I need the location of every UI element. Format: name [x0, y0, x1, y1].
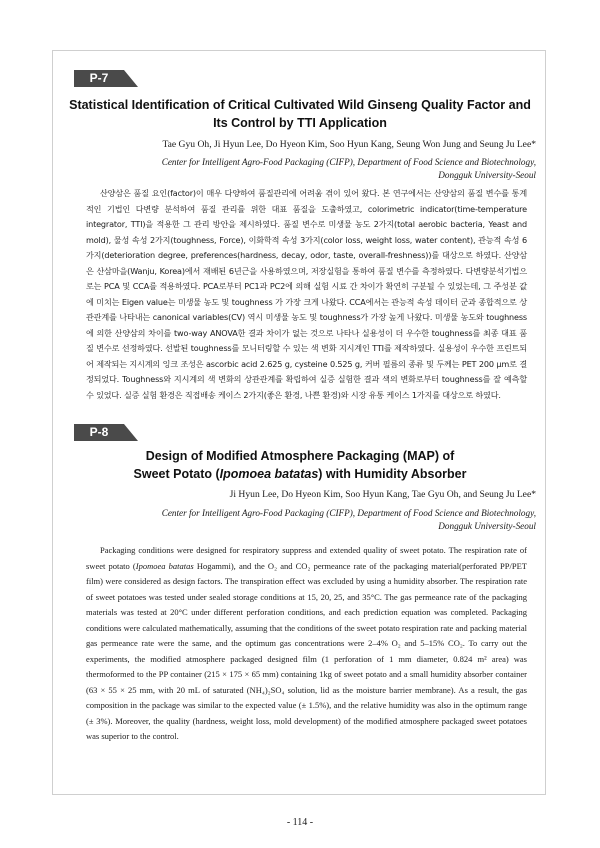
affiliation-line: Dongguk University-Seoul	[438, 521, 536, 531]
species-name: Ipomoea batatas	[219, 467, 319, 481]
title-text: ) with Humidity Absorber	[318, 467, 467, 481]
affiliation-p8	[162, 507, 536, 533]
abstract-body-p7: 산양삼은 품질 요인(factor)이 매우 다양하여 품질관리에 어려움 겪이 있어 왔다. 본 연구에서는 산양삼의 품질 변수를 통계적인 기법인 다변량 분석하여 품질 관리를 위한 대표 품질을 도출하였고, colorimetric indicator(time-temperature integrator, TTI)을 적용한 그 관리 방안을 제시하였다. 품질 변수로 미생물 농도 2가지(total aerobic bacteria, Yeast and mold), 물성 속성 2가지(toughness, Force), 이화학적 속성 3가지(color loss, weight loss, water content), 관능적 속성 6가지(deterioration degree, preferences(hardness, decay, odor, taste, overall-freshness))를 대상으로 하였다. 산양삼은 산삼마을(Wanju, Korea)에서 재배된 6년근을 사용하였으며, 저장실험을 통하여 품질 변수를 측정하였다. 다변량분석기법으로는 PCA 및 CCA를 적용하였다. PCA로부터 PC1과 PC2에 의해 실험 시료 간 차이가 확연히 구분될 수 있었는데, 그 주성분 값에 미치는 Eigen value는 미생물 농도 및 toughness 가 가장 크게 나왔다. CCA에서는 관능적 속성 데이터 군과 종합적으로 상관관계를 나타내는 canonical variables(CV) 역시 미생물 농도 및 toughness가 가장 높게 나왔다. 미생물 농도와 toughness에 의한 산양삼의 차이를 two-way ANOVA한 결과 차이가 없는 것으로 나타나 실용성이 더 우수한 toughness를 최종 대표 품질 변수로 선정하였다. 선발된 toughness를 모니터링할 수 있는 색 변화 지시계인 TTI를 제작하였다. 실용성이 우수한 프린트되어 제작되는 지시계의 잉크 조성은 ascorbic acid 2.625 g, cysteine 0.525 g, 커버 필름의 종류 및 두께는 PET 200 μm로 결정되었다. Toughness와 지시계의 색 변화의 상관관계를 확립하여 실증 실험한 결과 색의 변화로부터 toughness를 잘 예측할 수 있었다. 실증 실험 환경은 직접배송 케이스 2가지(좋은 환경, 나쁜 환경)와 시장 유통 케이스 1가지를 대상으로 하였다.	[86, 188, 527, 400]
species-name: Ipomoea batatas	[135, 560, 194, 571]
body-text: Packaging conditions were designed for respiratory suppress and extended quality of sweet potato. The respiration rate of sweet potato (	[86, 545, 527, 571]
abstract-body-p8	[86, 543, 527, 745]
author-list-p7: Tae Gyu Oh, Ji Hyun Lee, Do Hyeon Kim, Soo Hyun Kang, Seung Won Jung and Seung Ju Lee*	[162, 139, 536, 150]
title-line: Its Control by TTI Application	[213, 116, 387, 130]
body-text: Hogammi), and the O₂ and CO₂ permeance rate of the packaging material(perforated PP/PET film) were considered as design factors. The transpiration effect was excluded by using a humidity absorber. The respiration rate of sweet potatoes was tested under sealed storage conditions at 15, 20, 25, and 35°C. The gas permeance rate of the packaging materials was tested at 20°C under different perforation conditions, and each prediction equation was completed. Packaging conditions were calculated mathematically, assuming that the conditions of the sweet potato respiration rate and packing material gas permeance rate were the same, and the optimum gas concentrations were 2–4% O₂ and 5–15% CO₂. To carry out the experiments, the modified atmosphere packaged designed film (1 perforation of 1 mm diameter, 0.824 m² area) was thermoformed to the PP container (215 × 175 × 65 mm) containing 1kg of sweet potato and a small humidity absorber container (63 × 55 × 25 mm, with 20 mL of saturated (NH₄)₂SO₄ solution, lid as the moisture barrier membrane). As a result, the gas composition in the package was similar to the expected value (± 1.5%), and the relative humidity was also in the optimum range (± 3%). Moreover, the quality (hardness, weight loss, mold development) of the modified atmosphere packaged sweet potatoes was superior to the control.	[86, 560, 527, 741]
title-line: Design of Modified Atmosphere Packaging (MAP) of	[145, 449, 455, 463]
abstract-tag-p8: P-8	[74, 424, 124, 441]
page-number: - 114 -	[286, 817, 314, 828]
abstract-title-p7	[60, 96, 540, 132]
affiliation-line: Center for Intelligent Agro-Food Packaging (CIFP), Department of Food Science and Biotechnology,	[161, 508, 536, 518]
title-text: Sweet Potato (	[133, 467, 220, 481]
affiliation-line: Dongguk University-Seoul	[438, 170, 536, 180]
author-list-p8: Ji Hyun Lee, Do Hyeon Kim, Soo Hyun Kang, Tae Gyu Oh, and Seung Ju Lee*	[229, 489, 536, 500]
abstract-title-p8	[100, 447, 500, 483]
affiliation-p7	[162, 156, 536, 182]
title-line: Statistical Identification of Critical Cultivated Wild Ginseng Quality Factor and	[69, 98, 531, 112]
abstract-tag-p7: P-7	[74, 70, 124, 87]
affiliation-line: Center for Intelligent Agro-Food Packaging (CIFP), Department of Food Science and Biotechnology,	[161, 157, 536, 167]
title-line	[100, 465, 500, 483]
